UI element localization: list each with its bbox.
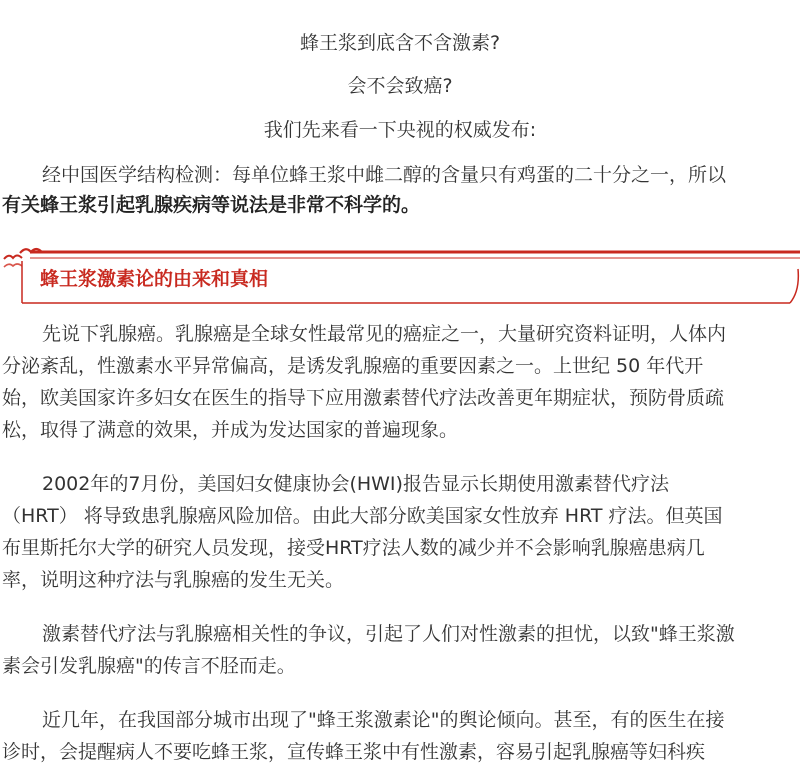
paragraph-line: 率，说明这种疗法与乳腺癌的发生无关。 (2, 569, 345, 591)
section-title: 蜂王浆激素论的由来和真相 (40, 268, 269, 290)
paragraph-line: 先说下乳腺癌。乳腺癌是全球女性最常见的癌症之一，大量研究资料证明，人体内 (42, 323, 727, 345)
paragraph-line: 松，取得了满意的效果，并成为发达国家的普遍现象。 (2, 419, 459, 441)
intro-cctv-announcement: 我们先来看一下央视的权威发布: (263, 119, 537, 141)
box-right-curve (790, 269, 798, 303)
paragraph-hwi-report (2, 471, 800, 599)
paragraph-line: 激素替代疗法与乳腺癌相关性的争议，引起了人们对性激素的担忧，以致"蜂王浆激 (42, 623, 735, 645)
paragraph-line: 诊时，会提醒病人不要吃蜂王浆，宣传蜂王浆中有性激素，容易引起乳腺癌等妇科疾 (2, 741, 706, 763)
paragraph-line: 近几年，在我国部分城市出现了"蜂王浆激素论"的舆论倾向。甚至，有的医生在接 (42, 709, 725, 731)
finding-conclusion: 有关蜂王浆引起乳腺疾病等说法是非常不科学的。 (2, 194, 421, 216)
bird-icon (4, 256, 22, 260)
paragraph-line: 2002年的7月份，美国妇女健康协会(HWI)报告显示长期使用激素替代疗法 (42, 473, 669, 495)
bird-icon (4, 264, 22, 267)
finding-line: 经中国医学结构检测：每单位蜂王浆中雌二醇的含量只有鸡蛋的二十分之一，所以 (42, 164, 727, 186)
intro-question-hormone: 蜂王浆到底含不含激素? (299, 32, 501, 54)
paragraph-controversy (2, 621, 800, 685)
intro-question-cancer: 会不会致癌? (347, 75, 453, 97)
section-header (0, 241, 800, 305)
paragraph-line: （HRT） 将导致患乳腺癌风险加倍。由此大部分欧美国家女性放弃 HRT 疗法。但英国 (2, 505, 723, 527)
paragraph-line: 素会引发乳腺癌"的传言不胫而走。 (2, 655, 296, 677)
paragraph-line: 分泌紊乱，性激素水平异常偏高，是诱发乳腺癌的重要因素之一。上世纪 50 年代开 (2, 355, 704, 377)
finding-paragraph (2, 162, 800, 234)
paragraph-line: 布里斯托尔大学的研究人员发现，接受HRT疗法人数的减少并不会影响乳腺癌患病几 (2, 537, 705, 559)
paragraph-hormone-theory (2, 707, 800, 771)
paragraph-line: 始，欧美国家许多妇女在医生的指导下应用激素替代疗法改善更年期症状，预防骨质疏 (2, 387, 725, 409)
paragraph-breast-cancer (2, 321, 800, 449)
